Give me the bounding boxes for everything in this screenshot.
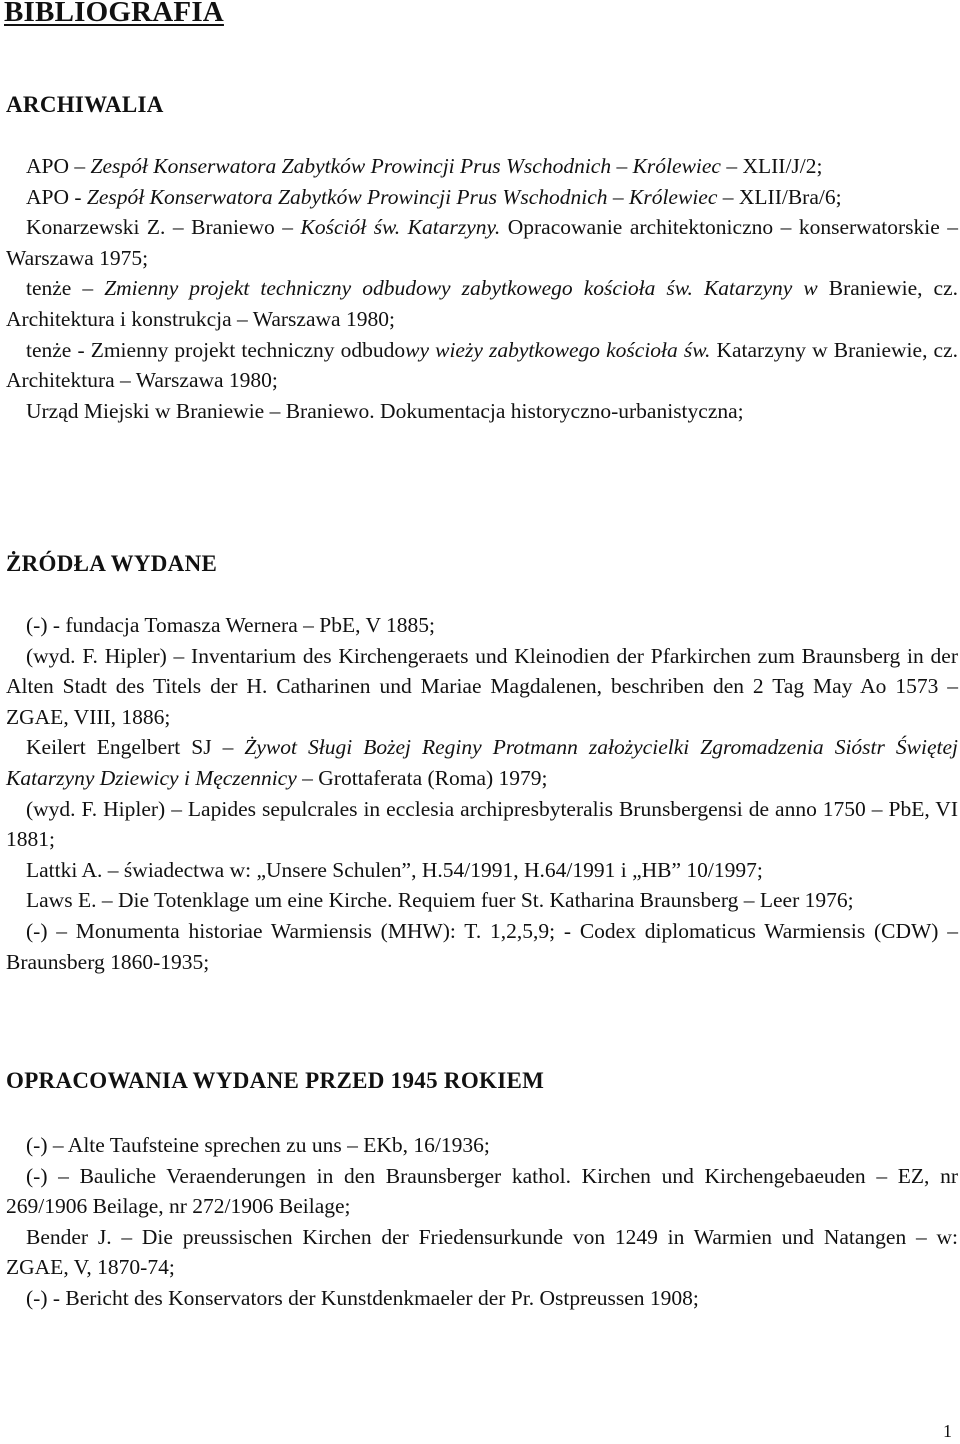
bibliography-entry: [6, 855, 958, 886]
bibliography-entry: [6, 1130, 958, 1161]
entry-text: APO –: [26, 154, 91, 178]
bibliography-entry: [6, 1283, 958, 1314]
section-opracowania-entries: [6, 1130, 958, 1314]
bibliography-entry: [6, 182, 958, 213]
entry-title-italic: wy wieży zabytkowego kościoła św.: [405, 337, 711, 362]
entry-text: Braniewie, cz. Architektura i konstrukcja – Warszawa 1980;: [6, 276, 958, 331]
entry-text: (-) - Bericht des Konservators der Kunstdenkmaeler der Pr. Ostpreussen 1908;: [26, 1285, 699, 1310]
entry-text: – XLII/J/2;: [720, 154, 823, 178]
page-number: 1: [943, 1421, 952, 1441]
entry-title-italic: Zmienny projekt techniczny odbudowy zabytkowego kościoła św. Katarzyny w: [104, 276, 818, 301]
section-heading-archiwalia: ARCHIWALIA: [6, 92, 164, 117]
entry-text: Konarzewski Z. – Braniewo –: [26, 215, 301, 240]
entry-text: Keilert Engelbert SJ –: [26, 735, 245, 760]
entry-text: (wyd. F. Hipler) – Inventarium des Kirchengeraets und Kleinodien der Pfarkirchen zum Braunsberg in der Alten Stadt des Titels der H. Catharinen und Mariae Magdalenen, beschriben den 2 Tag May Ao 1573 – ZGAE, VIII, 1886;: [6, 643, 958, 729]
entry-text: APO -: [26, 184, 87, 209]
bibliography-entry: [6, 396, 958, 427]
entry-text: (wyd. F. Hipler) – Lapides sepulcrales in ecclesia archipresbyteralis Brunsbergensi de anno 1750 – PbE, VI 1881;: [6, 796, 958, 852]
entry-title-italic: Żywot Sługi Bożej Reginy Protmann założycielki Zgromadzenia Sióstr Świętej Katarzyny Dziewicy i Męczennicy: [6, 735, 958, 790]
entry-title-italic: Zespół Konserwatora Zabytków Prowincji Prus Wschodnich – Królewiec: [90, 154, 721, 178]
entry-text: tenże –: [26, 276, 105, 301]
section-zrodla-wydane-entries: [6, 610, 958, 977]
entry-text: – XLII/Bra/6;: [717, 184, 842, 209]
bibliography-entry: [6, 610, 958, 641]
bibliography-entry: [6, 151, 958, 182]
entry-text: Katarzyny w Braniewie, cz. Architektura – Warszawa 1980;: [6, 337, 959, 393]
bibliography-entry: [6, 1161, 958, 1222]
page-title: BIBLIOGRAFIA: [4, 0, 224, 28]
bibliography-entry: [6, 641, 958, 733]
entry-text: (-) - fundacja Tomasza Wernera – PbE, V 1885;: [26, 613, 435, 637]
entry-text: (-) – Bauliche Veraenderungen in den Braunsberger kathol. Kirchen und Kirchengebaeuden – EZ, nr 269/1906 Beilage, nr 272/1906 Beilage;: [6, 1163, 958, 1219]
entry-text: – Grottaferata (Roma) 1979;: [296, 765, 548, 790]
entry-text: (-) – Alte Taufsteine sprechen zu uns – EKb, 16/1936;: [26, 1133, 490, 1157]
bibliography-entry: [6, 1222, 958, 1283]
entry-text: Opracowanie architektoniczno – konserwatorskie – Warszawa 1975;: [6, 215, 958, 270]
entry-title-italic: Kościół św. Katarzyny.: [300, 215, 501, 240]
entry-text: Laws E. – Die Totenklage um eine Kirche. Requiem fuer St. Katharina Braunsberg – Leer 1976;: [26, 888, 854, 913]
section-heading-zrodla-wydane: ŻRÓDŁA WYDANE: [6, 551, 218, 576]
bibliography-entry: [6, 916, 958, 977]
bibliography-entry: [6, 885, 958, 916]
entry-text: Bender J. – Die preussischen Kirchen der Friedensurkunde von 1249 in Warmien und Natangen – w: ZGAE, V, 1870-74;: [6, 1224, 958, 1280]
bibliography-entry: [6, 732, 958, 793]
entry-text: Urząd Miejski w Braniewie – Braniewo. Dokumentacja historyczno-urbanistyczna;: [26, 398, 744, 423]
bibliography-entry: [6, 794, 958, 855]
entry-title-italic: Zespół Konserwatora Zabytków Prowincji Prus Wschodnich – Królewiec: [86, 184, 718, 209]
entry-text: Lattki A. – świadectwa w: „Unsere Schulen”, H.54/1991, H.64/1991 i „HB” 10/1997;: [26, 857, 763, 882]
entry-text: (-) – Monumenta historiae Warmiensis (MHW): T. 1,2,5,9; - Codex diplomaticus Warmiensis (CDW) – Braunsberg 1860-1935;: [6, 918, 958, 974]
section-heading-opracowania: OPRACOWANIA WYDANE PRZED 1945 ROKIEM: [6, 1068, 545, 1093]
entry-text: tenże - Zmienny projekt techniczny odbudo: [26, 337, 406, 362]
section-archiwalia-entries: [6, 151, 958, 426]
bibliography-entry: [6, 212, 958, 273]
bibliography-entry: [6, 273, 958, 334]
bibliography-entry: [6, 335, 958, 396]
